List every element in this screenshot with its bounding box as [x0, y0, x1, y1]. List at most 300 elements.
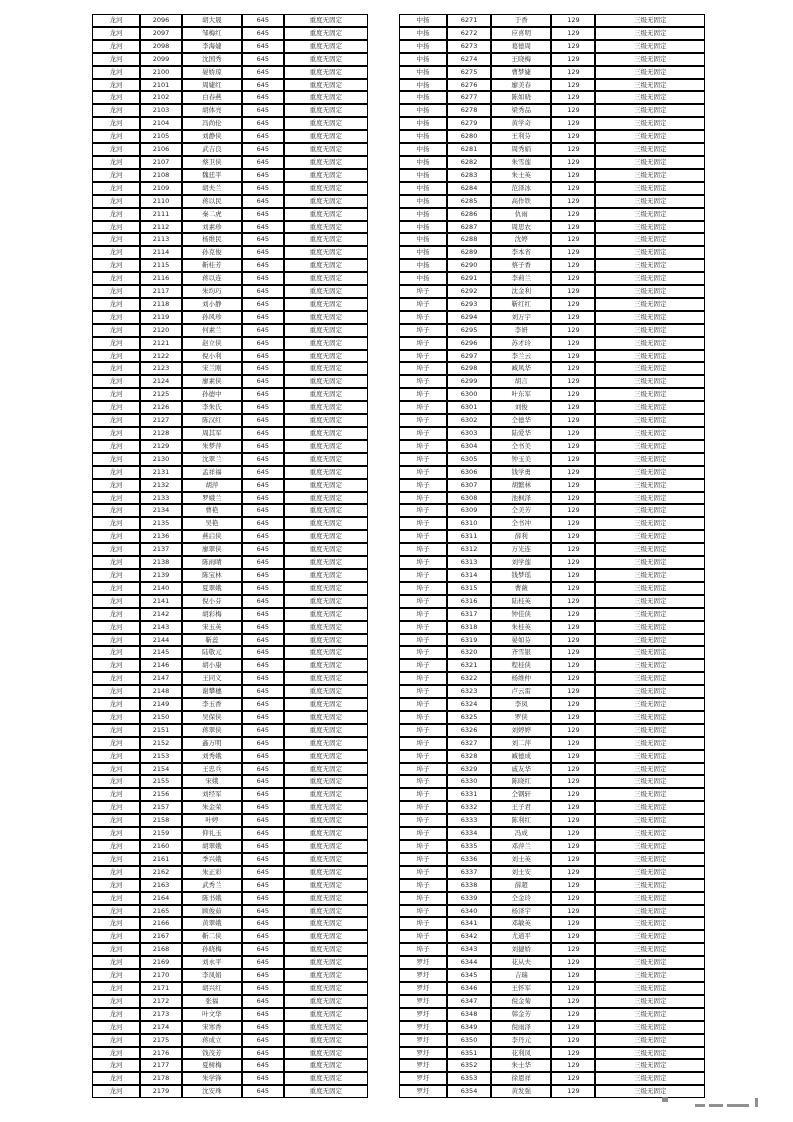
table-row: [399, 711, 705, 724]
name-cell: 廖翠侠: [182, 543, 242, 556]
amount-cell: 129: [551, 479, 595, 492]
seq-cell: 2135: [140, 517, 182, 530]
category-cell: 三级无固定: [595, 543, 705, 556]
town-cell: 中扬: [399, 259, 447, 272]
table-row: [92, 1059, 368, 1072]
seq-cell: 6342: [447, 930, 491, 943]
name-cell: 蒋以连: [182, 272, 242, 285]
category-cell: 重度无固定: [284, 956, 368, 969]
seq-cell: 6352: [447, 1059, 491, 1072]
town-cell: 龙河: [92, 556, 140, 569]
category-cell: 重度无固定: [284, 324, 368, 337]
town-cell: 龙河: [92, 956, 140, 969]
amount-cell: 129: [551, 853, 595, 866]
table-row: [92, 195, 368, 208]
amount-cell: 129: [551, 27, 595, 40]
name-cell: 孙德中: [182, 388, 242, 401]
amount-cell: 129: [551, 905, 595, 918]
table-row: [399, 479, 705, 492]
name-cell: 宋寒香: [182, 1021, 242, 1034]
scan-cutoff-marks: [662, 1097, 764, 1109]
seq-cell: 2118: [140, 298, 182, 311]
name-cell: 王晓梅: [491, 53, 551, 66]
name-cell: 倪小利: [182, 350, 242, 363]
amount-cell: 645: [242, 479, 284, 492]
category-cell: 三级无固定: [595, 117, 705, 130]
town-cell: 龙河: [92, 1085, 140, 1098]
town-cell: 龙河: [92, 530, 140, 543]
table-row: [399, 982, 705, 995]
category-cell: 重度无固定: [284, 233, 368, 246]
name-cell: 徐恩祥: [491, 1072, 551, 1085]
name-cell: 晏如芬: [491, 634, 551, 647]
name-cell: 李本省: [491, 246, 551, 259]
amount-cell: 645: [242, 311, 284, 324]
town-cell: 埠子: [399, 427, 447, 440]
name-cell: 程桂侠: [491, 659, 551, 672]
category-cell: 重度无固定: [284, 788, 368, 801]
town-cell: 龙河: [92, 401, 140, 414]
amount-cell: 645: [242, 79, 284, 92]
seq-cell: 2166: [140, 917, 182, 930]
category-cell: 三级无固定: [595, 801, 705, 814]
table-row: [399, 27, 705, 40]
amount-cell: 129: [551, 608, 595, 621]
table-row: [399, 569, 705, 582]
seq-cell: 2142: [140, 608, 182, 621]
name-cell: 周其军: [182, 427, 242, 440]
name-cell: 王怀军: [491, 982, 551, 995]
category-cell: 三级无固定: [595, 930, 705, 943]
category-cell: 三级无固定: [595, 956, 705, 969]
category-cell: 三级无固定: [595, 91, 705, 104]
category-cell: 重度无固定: [284, 646, 368, 659]
table-row: [399, 930, 705, 943]
name-cell: 范泽冰: [491, 182, 551, 195]
name-cell: 刘俊: [491, 401, 551, 414]
amount-cell: 645: [242, 169, 284, 182]
town-cell: 罗圩: [399, 1034, 447, 1047]
amount-cell: 129: [551, 982, 595, 995]
seq-cell: 6343: [447, 943, 491, 956]
seq-cell: 6326: [447, 724, 491, 737]
amount-cell: 645: [242, 840, 284, 853]
table-row: [92, 1008, 368, 1021]
amount-cell: 645: [242, 27, 284, 40]
table-row: [92, 27, 368, 40]
table-row: [399, 801, 705, 814]
name-cell: 沈翠兰: [182, 453, 242, 466]
seq-cell: 2164: [140, 892, 182, 905]
category-cell: 三级无固定: [595, 259, 705, 272]
category-cell: 重度无固定: [284, 375, 368, 388]
category-cell: 三级无固定: [595, 492, 705, 505]
seq-cell: 6292: [447, 285, 491, 298]
seq-cell: 2178: [140, 1072, 182, 1085]
town-cell: 龙河: [92, 259, 140, 272]
seq-cell: 6310: [447, 517, 491, 530]
category-cell: 三级无固定: [595, 466, 705, 479]
seq-cell: 6353: [447, 1072, 491, 1085]
name-cell: 胡萍: [182, 479, 242, 492]
category-cell: 三级无固定: [595, 40, 705, 53]
table-row: [399, 1034, 705, 1047]
town-cell: 埠子: [399, 453, 447, 466]
table-row: [399, 956, 705, 969]
category-cell: 重度无固定: [284, 1021, 368, 1034]
category-cell: 重度无固定: [284, 569, 368, 582]
category-cell: 三级无固定: [595, 414, 705, 427]
category-cell: 三级无固定: [595, 530, 705, 543]
name-cell: 王利芬: [491, 130, 551, 143]
table-row: [399, 517, 705, 530]
table-row: [92, 969, 368, 982]
name-cell: 谢攀穗: [182, 685, 242, 698]
amount-cell: 645: [242, 362, 284, 375]
town-cell: 龙河: [92, 698, 140, 711]
category-cell: 重度无固定: [284, 182, 368, 195]
seq-cell: 6331: [447, 788, 491, 801]
table-row: [399, 272, 705, 285]
name-cell: 万光连: [491, 543, 551, 556]
table-row: [92, 582, 368, 595]
seq-cell: 6329: [447, 763, 491, 776]
name-cell: 应喜明: [491, 27, 551, 40]
name-cell: 薛超: [491, 879, 551, 892]
category-cell: 重度无固定: [284, 517, 368, 530]
name-cell: 齐雪银: [491, 646, 551, 659]
category-cell: 三级无固定: [595, 659, 705, 672]
town-cell: 龙河: [92, 763, 140, 776]
table-row: [399, 788, 705, 801]
town-cell: 埠子: [399, 827, 447, 840]
town-cell: 龙河: [92, 79, 140, 92]
category-cell: 重度无固定: [284, 737, 368, 750]
name-cell: 黄发强: [491, 1085, 551, 1098]
category-cell: 重度无固定: [284, 156, 368, 169]
category-cell: 三级无固定: [595, 1021, 705, 1034]
name-cell: 胡翠娥: [182, 840, 242, 853]
category-cell: 三级无固定: [595, 982, 705, 995]
seq-cell: 6303: [447, 427, 491, 440]
table-row: [92, 608, 368, 621]
town-cell: 罗圩: [399, 1072, 447, 1085]
town-cell: 埠子: [399, 943, 447, 956]
table-row: [92, 995, 368, 1008]
amount-cell: 129: [551, 646, 595, 659]
amount-cell: 129: [551, 246, 595, 259]
table-row: [92, 66, 368, 79]
category-cell: 三级无固定: [595, 427, 705, 440]
table-row: [399, 246, 705, 259]
name-cell: 朱均巧: [182, 285, 242, 298]
seq-cell: 2157: [140, 801, 182, 814]
name-cell: 韩金芳: [491, 1008, 551, 1021]
seq-cell: 6308: [447, 492, 491, 505]
category-cell: 重度无固定: [284, 1047, 368, 1060]
name-cell: 杨维民: [182, 233, 242, 246]
table-row: [92, 788, 368, 801]
town-cell: 中扬: [399, 79, 447, 92]
town-cell: 龙河: [92, 659, 140, 672]
table-row: [399, 453, 705, 466]
table-row: [92, 362, 368, 375]
town-cell: 龙河: [92, 479, 140, 492]
category-cell: 重度无固定: [284, 827, 368, 840]
amount-cell: 129: [551, 556, 595, 569]
seq-cell: 2160: [140, 840, 182, 853]
table-row: [92, 621, 368, 634]
table-row: [399, 1085, 705, 1098]
seq-cell: 6323: [447, 685, 491, 698]
table-row: [399, 504, 705, 517]
category-cell: 重度无固定: [284, 582, 368, 595]
table-row: [92, 737, 368, 750]
seq-cell: 6339: [447, 892, 491, 905]
table-row: [92, 711, 368, 724]
town-cell: 龙河: [92, 285, 140, 298]
seq-cell: 6347: [447, 995, 491, 1008]
town-cell: 埠子: [399, 892, 447, 905]
seq-cell: 2172: [140, 995, 182, 1008]
table-row: [92, 724, 368, 737]
category-cell: 重度无固定: [284, 750, 368, 763]
amount-cell: 645: [242, 1034, 284, 1047]
seq-cell: 2122: [140, 350, 182, 363]
table-row: [92, 556, 368, 569]
name-cell: 叶文华: [182, 1008, 242, 1021]
name-cell: 李凤: [491, 698, 551, 711]
amount-cell: 645: [242, 182, 284, 195]
seq-cell: 6277: [447, 91, 491, 104]
name-cell: 钱茂芳: [182, 1047, 242, 1060]
name-cell: 邓萍兰: [491, 840, 551, 853]
table-row: [399, 53, 705, 66]
seq-cell: 6295: [447, 324, 491, 337]
town-cell: 龙河: [92, 905, 140, 918]
name-cell: 杨维仲: [491, 672, 551, 685]
town-cell: 龙河: [92, 311, 140, 324]
amount-cell: 129: [551, 840, 595, 853]
amount-cell: 129: [551, 969, 595, 982]
table-row: [92, 646, 368, 659]
town-cell: 埠子: [399, 646, 447, 659]
category-cell: 重度无固定: [284, 492, 368, 505]
seq-cell: 6302: [447, 414, 491, 427]
town-cell: 龙河: [92, 143, 140, 156]
seq-cell: 6288: [447, 233, 491, 246]
town-cell: 龙河: [92, 1059, 140, 1072]
category-cell: 三级无固定: [595, 672, 705, 685]
seq-cell: 2100: [140, 66, 182, 79]
seq-cell: 6280: [447, 130, 491, 143]
category-cell: 重度无固定: [284, 79, 368, 92]
seq-cell: 2153: [140, 750, 182, 763]
table-row: [399, 840, 705, 853]
name-cell: 仰礼玉: [182, 827, 242, 840]
category-cell: 三级无固定: [595, 995, 705, 1008]
artifact-mark: [755, 1098, 758, 1107]
table-row: [92, 917, 368, 930]
name-cell: 臧德成: [491, 750, 551, 763]
name-cell: 王忠兵: [182, 763, 242, 776]
amount-cell: 129: [551, 504, 595, 517]
amount-cell: 645: [242, 775, 284, 788]
table-row: [399, 401, 705, 414]
name-cell: 黄学奇: [491, 117, 551, 130]
seq-cell: 6338: [447, 879, 491, 892]
town-cell: 中扬: [399, 221, 447, 234]
name-cell: 蒋翠侠: [182, 724, 242, 737]
seq-cell: 2124: [140, 375, 182, 388]
town-cell: 中扬: [399, 91, 447, 104]
name-cell: 武秀兰: [182, 879, 242, 892]
category-cell: 重度无固定: [284, 634, 368, 647]
category-cell: 三级无固定: [595, 582, 705, 595]
amount-cell: 129: [551, 14, 595, 27]
category-cell: 三级无固定: [595, 685, 705, 698]
amount-cell: 129: [551, 1034, 595, 1047]
name-cell: 季兴娥: [182, 853, 242, 866]
amount-cell: 645: [242, 401, 284, 414]
table-row: [92, 169, 368, 182]
seq-cell: 6293: [447, 298, 491, 311]
amount-cell: 129: [551, 1047, 595, 1060]
town-cell: 埠子: [399, 737, 447, 750]
town-cell: 龙河: [92, 466, 140, 479]
town-cell: 龙河: [92, 995, 140, 1008]
seq-cell: 2146: [140, 659, 182, 672]
amount-cell: 129: [551, 233, 595, 246]
name-cell: 沈婷: [491, 233, 551, 246]
category-cell: 重度无固定: [284, 801, 368, 814]
category-cell: 重度无固定: [284, 672, 368, 685]
table-row: [92, 827, 368, 840]
town-cell: 龙河: [92, 104, 140, 117]
town-cell: 龙河: [92, 375, 140, 388]
seq-cell: 2168: [140, 943, 182, 956]
category-cell: 重度无固定: [284, 66, 368, 79]
table-row: [399, 853, 705, 866]
amount-cell: 129: [551, 659, 595, 672]
town-cell: 龙河: [92, 298, 140, 311]
name-cell: 陈宝林: [182, 569, 242, 582]
table-row: [399, 943, 705, 956]
name-cell: 朱金荣: [182, 801, 242, 814]
table-row: [92, 930, 368, 943]
seq-cell: 6327: [447, 737, 491, 750]
amount-cell: 129: [551, 1059, 595, 1072]
table-row: [399, 492, 705, 505]
town-cell: 龙河: [92, 1047, 140, 1060]
name-cell: 李兰云: [491, 350, 551, 363]
category-cell: 三级无固定: [595, 569, 705, 582]
category-cell: 重度无固定: [284, 917, 368, 930]
name-cell: 胡言: [491, 375, 551, 388]
seq-cell: 2102: [140, 91, 182, 104]
amount-cell: 129: [551, 672, 595, 685]
category-cell: 三级无固定: [595, 879, 705, 892]
town-cell: 中扬: [399, 233, 447, 246]
seq-cell: 6279: [447, 117, 491, 130]
seq-cell: 2177: [140, 1059, 182, 1072]
name-cell: 刘经军: [182, 788, 242, 801]
table-row: [399, 324, 705, 337]
table-row: [399, 737, 705, 750]
seq-cell: 6290: [447, 259, 491, 272]
name-cell: 胡兴红: [182, 982, 242, 995]
name-cell: 杨泽宇: [491, 905, 551, 918]
name-cell: 刘婷婷: [491, 724, 551, 737]
amount-cell: 645: [242, 40, 284, 53]
amount-cell: 645: [242, 814, 284, 827]
category-cell: 重度无固定: [284, 427, 368, 440]
category-cell: 三级无固定: [595, 375, 705, 388]
category-cell: 三级无固定: [595, 750, 705, 763]
category-cell: 重度无固定: [284, 388, 368, 401]
town-cell: 埠子: [399, 711, 447, 724]
category-cell: 三级无固定: [595, 517, 705, 530]
artifact-mark: [662, 1097, 668, 1102]
town-cell: 埠子: [399, 621, 447, 634]
table-row: [399, 685, 705, 698]
category-cell: 重度无固定: [284, 208, 368, 221]
seq-cell: 6337: [447, 866, 491, 879]
town-cell: 龙河: [92, 272, 140, 285]
town-cell: 埠子: [399, 853, 447, 866]
category-cell: 重度无固定: [284, 453, 368, 466]
amount-cell: 129: [551, 104, 595, 117]
table-row: [399, 14, 705, 27]
category-cell: 三级无固定: [595, 504, 705, 517]
table-row: [399, 259, 705, 272]
seq-cell: 6297: [447, 350, 491, 363]
table-row: [399, 130, 705, 143]
category-cell: 三级无固定: [595, 440, 705, 453]
seq-cell: 2105: [140, 130, 182, 143]
table-row: [92, 685, 368, 698]
category-cell: 重度无固定: [284, 130, 368, 143]
seq-cell: 6332: [447, 801, 491, 814]
town-cell: 龙河: [92, 91, 140, 104]
category-cell: 重度无固定: [284, 1034, 368, 1047]
seq-cell: 2097: [140, 27, 182, 40]
amount-cell: 645: [242, 1021, 284, 1034]
town-cell: 龙河: [92, 737, 140, 750]
name-cell: 陈晓红: [491, 775, 551, 788]
town-cell: 龙河: [92, 943, 140, 956]
category-cell: 重度无固定: [284, 621, 368, 634]
amount-cell: 645: [242, 233, 284, 246]
name-cell: 张福: [182, 995, 242, 1008]
town-cell: 埠子: [399, 504, 447, 517]
amount-cell: 645: [242, 659, 284, 672]
town-cell: 埠子: [399, 698, 447, 711]
category-cell: 重度无固定: [284, 259, 368, 272]
amount-cell: 129: [551, 595, 595, 608]
table-row: [92, 130, 368, 143]
category-cell: 三级无固定: [595, 1085, 705, 1098]
town-cell: 埠子: [399, 866, 447, 879]
table-row: [92, 1034, 368, 1047]
name-cell: 尤道平: [491, 930, 551, 943]
amount-cell: 645: [242, 866, 284, 879]
table-row: [92, 905, 368, 918]
seq-cell: 6335: [447, 840, 491, 853]
town-cell: 龙河: [92, 969, 140, 982]
amount-cell: 645: [242, 66, 284, 79]
seq-cell: 2133: [140, 492, 182, 505]
